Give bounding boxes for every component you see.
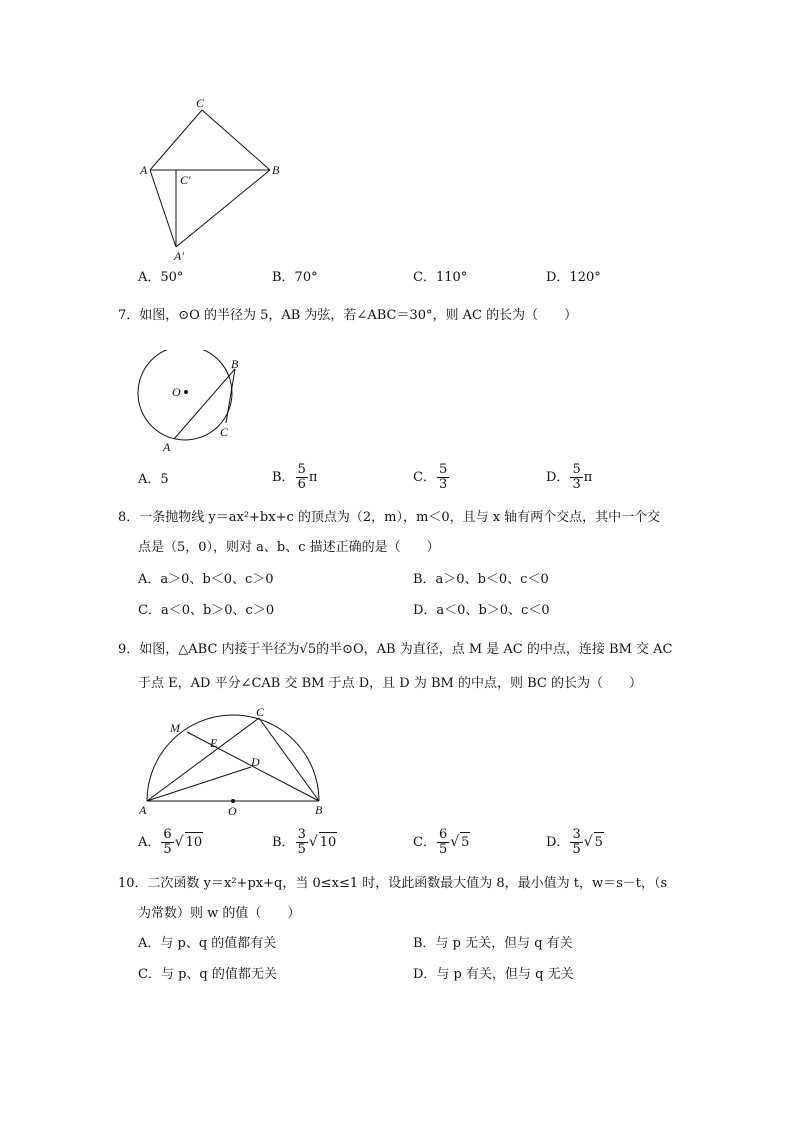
q7-option-d-fraction bbox=[570, 463, 582, 492]
q9-option-c[interactable] bbox=[413, 828, 470, 857]
q7-option-d-prefix: D． bbox=[546, 470, 570, 485]
q9-option-a-prefix: A． bbox=[138, 835, 161, 850]
q8-option-a[interactable]: A．a＞0、b＜0、c＞0 bbox=[138, 572, 274, 587]
q7-stem: 7．如图，⊙O 的半径为 5，AB 为弦，若∠ABC＝30°，则 AC 的长为（ ） bbox=[118, 308, 578, 323]
q9-option-c-den: 5 bbox=[438, 842, 448, 857]
q9-option-b-den: 5 bbox=[297, 842, 306, 857]
q7-option-b-suffix: π bbox=[308, 470, 318, 485]
q9-option-c-fraction bbox=[437, 828, 449, 857]
q9-option-c-radicand: 5 bbox=[460, 832, 470, 853]
q6-label-a-prime: A' bbox=[174, 249, 184, 263]
q7-option-b-prefix: B． bbox=[272, 470, 295, 485]
q6-option-b[interactable]: B．70° bbox=[272, 270, 318, 285]
q9-stem-line2: 于点 E，AD 平分∠CAB 交 BM 于点 D，且 D 为 BM 的中点，则 BC 的长为（ ） bbox=[138, 676, 642, 691]
q7-option-d-num: 5 bbox=[572, 462, 581, 477]
q7-option-d[interactable] bbox=[546, 463, 592, 492]
q9-option-d-den: 5 bbox=[572, 842, 581, 857]
q9-option-a-fraction bbox=[161, 828, 173, 857]
q10-stem-line1: 10．二次函数 y＝x²+px+q，当 0≤x≤1 时，设此函数最大值为 8，最小值为 t，w＝s－t，（s bbox=[118, 876, 668, 891]
q9-option-a-radical-icon: √ bbox=[174, 834, 184, 850]
q10-option-c[interactable]: C．与 p、q 的值都无关 bbox=[138, 967, 277, 982]
q7-option-b-fraction bbox=[296, 463, 308, 492]
q10-option-b[interactable]: B．与 p 无关，但与 q 有关 bbox=[413, 936, 573, 951]
q8-option-c[interactable]: C．a＜0、b＞0、c＞0 bbox=[138, 603, 275, 618]
q9-label-d: D bbox=[251, 755, 260, 769]
q6-label-a: A bbox=[140, 163, 148, 177]
q9-option-d[interactable] bbox=[546, 828, 604, 857]
q9-option-b[interactable] bbox=[272, 828, 337, 857]
q8-stem-line2: 点是（5，0），则对 a、b、c 描述正确的是（ ） bbox=[138, 540, 440, 555]
q9-stem-line1: 9．如图，△ABC 内接于半径为√5的半⊙O，AB 为直径，点 M 是 AC 的中点，连接 BM 交 AC bbox=[118, 642, 673, 657]
q10-option-d[interactable]: D．与 p 有关，但与 q 无关 bbox=[413, 967, 574, 982]
q7-figure bbox=[130, 350, 250, 455]
q7-option-c-fraction bbox=[437, 463, 449, 492]
q7-option-d-suffix: π bbox=[583, 470, 593, 485]
q9-option-c-num: 6 bbox=[438, 827, 448, 842]
q9-option-d-num: 3 bbox=[572, 827, 581, 842]
q9-option-a-den: 5 bbox=[163, 842, 172, 857]
q9-option-b-num: 3 bbox=[297, 827, 306, 842]
q9-label-m: M bbox=[170, 721, 180, 735]
q9-option-c-prefix: C． bbox=[413, 835, 436, 850]
q9-option-b-radical-icon: √ bbox=[308, 834, 318, 850]
q6-label-c-prime: C' bbox=[180, 173, 191, 187]
q9-option-d-prefix: D． bbox=[546, 835, 570, 850]
q6-figure bbox=[130, 90, 300, 265]
q9-option-d-radical-icon: √ bbox=[583, 834, 593, 850]
q7-option-c[interactable] bbox=[413, 463, 450, 492]
q8-option-d[interactable]: D．a＜0、b＞0、c＜0 bbox=[413, 603, 550, 618]
q6-option-c[interactable]: C．110° bbox=[413, 270, 468, 285]
q7-label-a: A bbox=[163, 440, 171, 454]
q9-option-a-radicand: 10 bbox=[185, 832, 204, 853]
q7-option-d-den: 3 bbox=[572, 477, 581, 492]
q10-stem-line2: 为常数）则 w 的值（ ） bbox=[138, 906, 301, 921]
q7-option-a[interactable]: A．5 bbox=[138, 472, 169, 487]
q9-label-b: B bbox=[315, 803, 323, 817]
q10-option-a[interactable]: A．与 p、q 的值都有关 bbox=[138, 936, 277, 951]
q6-label-c: C bbox=[196, 96, 205, 110]
q9-option-c-radical-icon: √ bbox=[450, 834, 460, 850]
q7-label-o: O bbox=[172, 385, 181, 399]
q7-option-b[interactable] bbox=[272, 463, 317, 492]
q8-option-b[interactable]: B．a＞0、b＜0、c＜0 bbox=[413, 572, 549, 587]
q9-label-c: C bbox=[256, 705, 265, 719]
q7-option-b-den: 6 bbox=[297, 477, 306, 492]
q6-option-a[interactable]: A．50° bbox=[138, 270, 184, 285]
q7-label-b: B bbox=[231, 357, 239, 371]
q9-option-a[interactable] bbox=[138, 828, 203, 857]
q7-option-b-num: 5 bbox=[297, 462, 306, 477]
q9-label-a: A bbox=[139, 803, 147, 817]
q7-label-c: C bbox=[220, 425, 229, 439]
q9-option-b-prefix: B． bbox=[272, 835, 295, 850]
q9-label-e: E bbox=[210, 736, 218, 750]
q6-option-d[interactable]: D．120° bbox=[546, 270, 601, 285]
q7-option-c-prefix: C． bbox=[413, 470, 436, 485]
q8-stem-line1: 8．一条抛物线 y＝ax²+bx+c 的顶点为（2，m），m＜0，且与 x 轴有两个交点，其中一个交 bbox=[118, 510, 661, 525]
q9-figure bbox=[135, 700, 335, 822]
q9-option-d-radicand: 5 bbox=[594, 832, 604, 853]
q9-option-a-num: 6 bbox=[163, 827, 172, 842]
q9-option-b-radicand: 10 bbox=[319, 832, 338, 853]
q9-label-o: O bbox=[228, 804, 237, 818]
q7-option-c-num: 5 bbox=[438, 462, 448, 477]
q7-option-c-den: 3 bbox=[438, 477, 448, 492]
q9-option-b-fraction bbox=[296, 828, 308, 857]
q6-label-b: B bbox=[272, 163, 280, 177]
q9-option-d-fraction bbox=[570, 828, 582, 857]
